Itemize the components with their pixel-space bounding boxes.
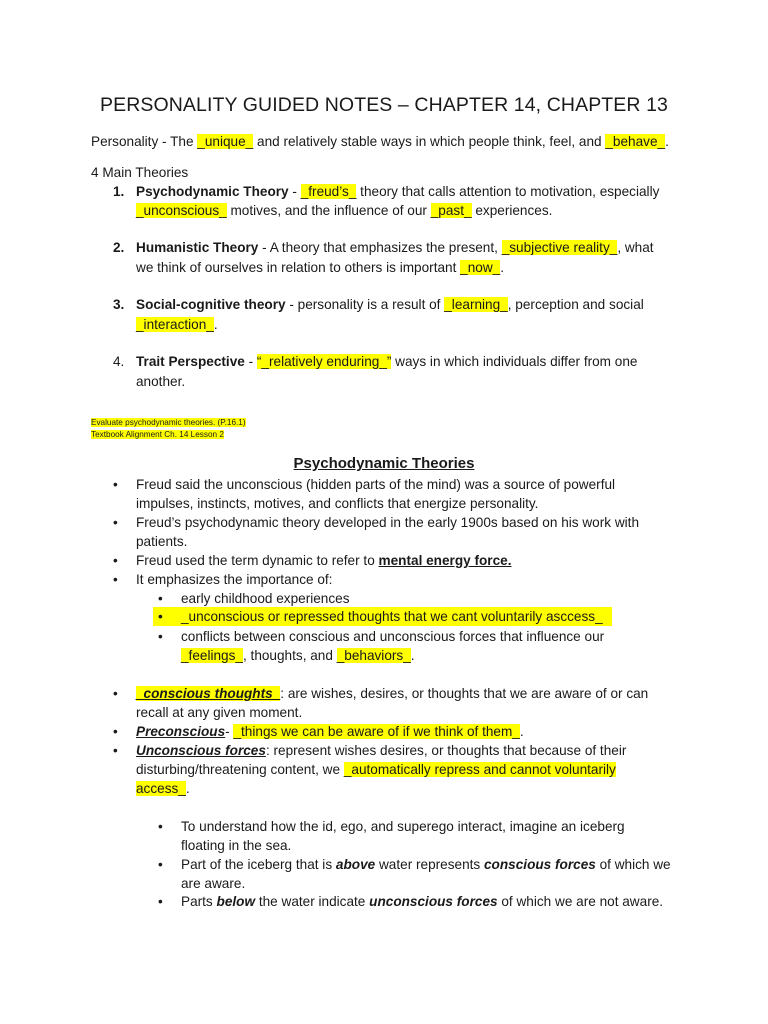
blank-behaviors: _behaviors_ xyxy=(336,648,411,663)
blank-freuds: _freud’s_ xyxy=(300,184,357,199)
section-heading: Psychodynamic Theories xyxy=(293,455,475,472)
definition-text: Personality - The xyxy=(91,134,198,149)
bullet-icon: • xyxy=(158,629,163,644)
blank-unique: _unique_ xyxy=(197,134,254,149)
bullet-icon: • xyxy=(113,553,118,568)
personality-definition: Personality - The _unique_ and relatively stable ways in which people think, feel, and _behave_. xyxy=(91,134,669,149)
standard-note: Evaluate psychodynamic theories. (P.16.1) xyxy=(91,418,246,427)
theory-2-line-2: we think of ourselves in relation to others is important _now_. xyxy=(136,260,504,275)
bullet-text: patients. xyxy=(136,534,188,549)
key-term: Preconscious xyxy=(136,724,226,739)
blank-behave: _behave_ xyxy=(605,134,666,149)
theory-name: Psychodynamic Theory xyxy=(136,184,289,199)
theory-3-line-2: _interaction_. xyxy=(136,317,218,332)
theory-4-line-1: Trait Perspective - “_relatively enduring_” ways in which individuals differ from one xyxy=(136,354,638,369)
iceberg-text: Part of the iceberg that is above water represents conscious forces of which we xyxy=(181,857,671,872)
bullet-text: recall at any given moment. xyxy=(136,705,303,720)
bullet-text: access_. xyxy=(136,781,190,796)
page-title: PERSONALITY GUIDED NOTES – CHAPTER 14, CHAPTER 13 xyxy=(99,94,669,116)
bullet-text: Freud said the unconscious (hidden parts of the mind) was a source of powerful xyxy=(136,477,616,492)
theory-1-line-1: Psychodynamic Theory - _freud’s_ theory that calls attention to motivation, especially xyxy=(136,184,660,199)
bullet-icon: • xyxy=(158,609,163,624)
definition-text: and relatively stable ways in which people think, feel, and xyxy=(253,134,606,149)
bullet-icon: • xyxy=(113,515,118,530)
key-term: _conscious thoughts_ xyxy=(136,686,281,701)
blank-interaction: _interaction_ xyxy=(136,317,214,332)
blank-relatively-enduring: “_relatively enduring_” xyxy=(256,354,392,369)
bullet-icon: • xyxy=(113,724,118,739)
theory-name: Trait Perspective xyxy=(136,354,245,369)
blank-past: _past_ xyxy=(430,203,472,218)
blank-unconscious: _unconscious_ xyxy=(136,203,227,218)
sub-bullet-text: conflicts between conscious and unconscious forces that influence our xyxy=(181,629,605,644)
blank-automatically-repress: _automatically repress and cannot voluntarily xyxy=(343,762,616,777)
iceberg-text: are aware. xyxy=(181,876,246,891)
bullet-icon: • xyxy=(113,743,118,758)
standard-note: Textbook Alignment Ch. 14 Lesson 2 xyxy=(91,430,224,439)
bullet-icon: • xyxy=(113,686,118,701)
theory-1-line-2: _unconscious_ motives, and the influence of our _past_ experiences. xyxy=(136,203,553,218)
iceberg-text: Parts below the water indicate unconscious forces of which we are not aware. xyxy=(181,894,664,909)
bullet-text: Freud’s psychodynamic theory developed in the early 1900s based on his work with xyxy=(136,515,640,530)
theories-heading: 4 Main Theories xyxy=(91,165,189,180)
term-conscious-thoughts: _conscious thoughts_: are wishes, desires, or thoughts that we are aware of or can xyxy=(136,686,649,701)
bullet-icon: • xyxy=(158,591,163,606)
iceberg-text: floating in the sea. xyxy=(181,838,292,853)
bullet-icon: • xyxy=(113,477,118,492)
theory-number: 3. xyxy=(113,297,125,312)
term-unconscious-forces: Unconscious forces: represent wishes desires, or thoughts that because of their xyxy=(136,743,627,758)
sub-bullet-text: early childhood experiences xyxy=(181,591,350,606)
blank-learning: _learning_ xyxy=(444,297,508,312)
blank-subjective-reality: _subjective reality_ xyxy=(501,240,618,255)
bullet-text: It emphasizes the importance of: xyxy=(136,572,333,587)
blank-now: _now_ xyxy=(460,260,501,275)
blank-feelings: _feelings_ xyxy=(181,648,243,663)
theory-number: 4. xyxy=(113,354,125,369)
bullet-icon: • xyxy=(158,894,163,909)
bullet-text: impulses, instincts, motives, and conflicts that energize personality. xyxy=(136,496,539,511)
theory-number: 2. xyxy=(113,240,125,255)
theory-number: 1. xyxy=(113,184,125,199)
term-preconscious: Preconscious- _things we can be aware of if we think of them_. xyxy=(136,724,524,739)
bullet-icon: • xyxy=(158,819,163,834)
iceberg-text: To understand how the id, ego, and superego interact, imagine an iceberg xyxy=(181,819,625,834)
blank-access: access_ xyxy=(136,781,186,796)
theory-name: Social-cognitive theory xyxy=(136,297,286,312)
blank-things-aware: _things we can be aware of if we think of them_ xyxy=(233,724,520,739)
sub-bullet-text: _feelings_, thoughts, and _behaviors_. xyxy=(181,648,415,663)
theory-3-line-1: Social-cognitive theory - personality is a result of _learning_, perception and social xyxy=(136,297,644,312)
key-term: Unconscious forces xyxy=(136,743,266,758)
bullet-text: disturbing/threatening content, we _automatically repress and cannot voluntarily xyxy=(136,762,616,777)
key-term: mental energy force. xyxy=(378,553,512,568)
theory-name: Humanistic Theory xyxy=(136,240,259,255)
theory-2-line-1: Humanistic Theory - A theory that emphasizes the present, _subjective reality_, what xyxy=(136,240,654,255)
bullet-icon: • xyxy=(113,572,118,587)
sub-bullet-text: _unconscious or repressed thoughts that we cant voluntarily asccess_ xyxy=(181,609,603,624)
bullet-icon: • xyxy=(158,857,163,872)
bullet-text: Freud used the term dynamic to refer to mental energy force. xyxy=(136,553,512,568)
theory-4-line-2: another. xyxy=(136,374,186,389)
